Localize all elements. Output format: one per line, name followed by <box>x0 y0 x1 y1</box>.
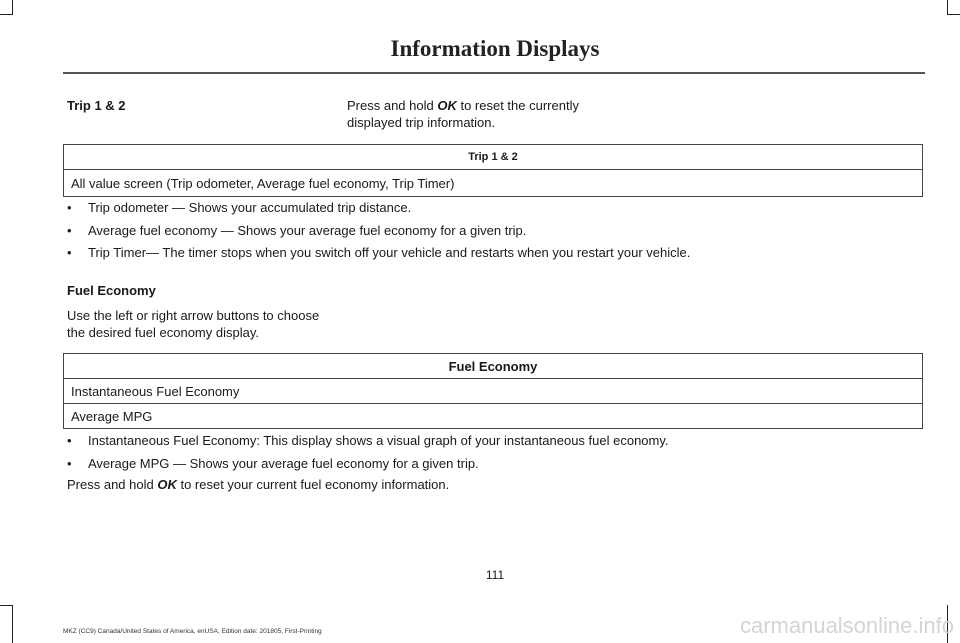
fuel-economy-heading: Fuel Economy <box>67 283 156 298</box>
edition-footer: MKZ (CC9) Canada/United States of America, enUSA, Edition date: 201805, First-Printing <box>63 628 322 635</box>
list-item: • Trip odometer — Shows your accumulated trip distance. <box>63 199 690 222</box>
crop-mark-top-right-h <box>947 14 960 15</box>
list-item: • Average fuel economy — Shows your average fuel economy for a given trip. <box>63 222 690 245</box>
ok-keyword: OK <box>437 98 457 113</box>
page-title: Information Displays <box>390 36 600 61</box>
trip-desc-line2: displayed trip information. <box>347 115 496 130</box>
header-rule <box>63 72 925 74</box>
crop-mark-bottom-left-v <box>12 605 13 643</box>
fuel-table-row: Instantaneous Fuel Economy <box>64 379 923 404</box>
crop-mark-bottom-left-h <box>0 605 13 606</box>
fuel-economy-table <box>63 353 923 429</box>
fuel-table-row: Average MPG <box>64 404 923 429</box>
trip-table <box>63 144 923 197</box>
fuel-table-header: Fuel Economy <box>448 358 538 374</box>
trip-desc-post: to reset the currently <box>456 98 579 113</box>
fuel-bullet-list <box>63 432 669 477</box>
trip-bullet-list <box>63 199 690 267</box>
trip-table-header: Trip 1 & 2 <box>468 151 518 163</box>
list-item: • Trip Timer— The timer stops when you switch off your vehicle and restarts when you restart your vehicle. <box>63 244 690 267</box>
watermark: carmanualsonline.info <box>739 613 954 638</box>
reset-post: to reset your current fuel economy information. <box>176 477 450 492</box>
trip-label: Trip 1 & 2 <box>67 98 126 113</box>
reset-pre: Press and hold <box>67 477 158 492</box>
page-number: 111 <box>485 568 505 582</box>
ok-keyword: OK <box>157 477 177 492</box>
crop-mark-top-left-v <box>12 0 13 14</box>
trip-table-row: All value screen (Trip odometer, Average fuel economy, Trip Timer) <box>64 170 923 197</box>
fuel-desc-line2: the desired fuel economy display. <box>67 325 259 340</box>
list-item: • Average MPG — Shows your average fuel economy for a given trip. <box>63 455 669 478</box>
fuel-economy-description <box>67 307 319 341</box>
list-item: • Instantaneous Fuel Economy: This display shows a visual graph of your instantaneous fuel economy. <box>63 432 669 455</box>
fuel-desc-line1: Use the left or right arrow buttons to choose <box>67 308 320 323</box>
reset-instruction <box>67 476 449 493</box>
crop-mark-top-left-h <box>0 14 13 15</box>
trip-description <box>347 97 647 131</box>
crop-mark-top-right-v <box>947 0 948 14</box>
trip-desc-pre: Press and hold <box>347 98 438 113</box>
